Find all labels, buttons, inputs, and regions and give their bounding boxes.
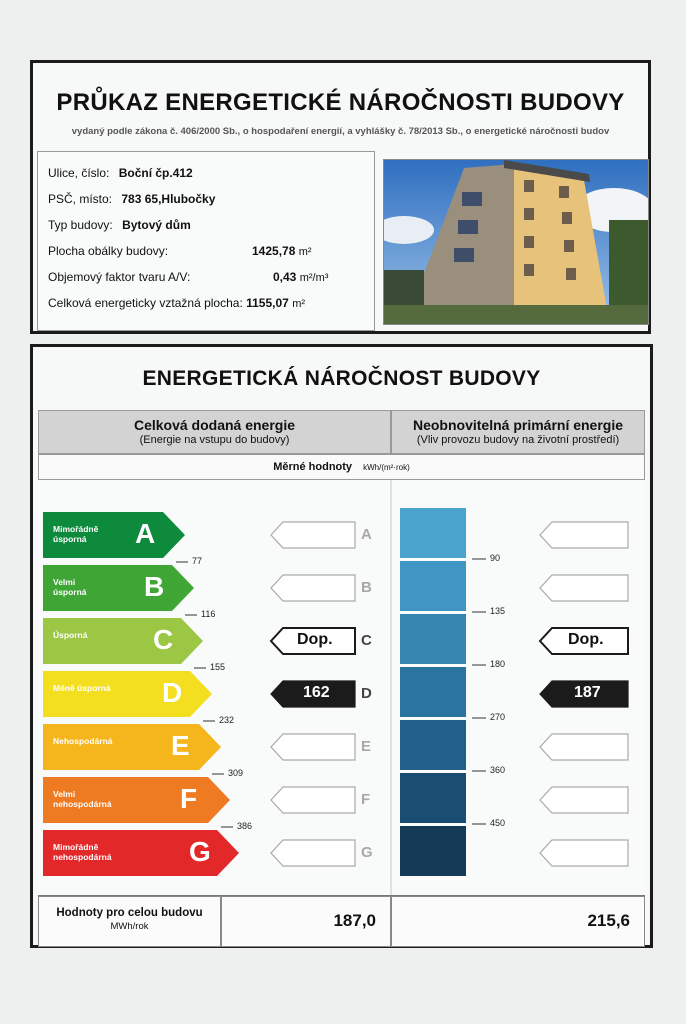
class-label-c: Úsporná (53, 630, 88, 640)
threshold-right-360: 360 (490, 765, 506, 775)
class-label-f: Velmi nehospodárná (53, 789, 112, 809)
totals-label-cell (38, 896, 221, 947)
certificate-header (30, 60, 651, 334)
left-marker-letter-g: G (361, 844, 373, 861)
threshold-left-309: 309 (228, 768, 244, 778)
right-column-header (391, 410, 645, 454)
street-row (48, 166, 193, 180)
building-info (37, 151, 375, 331)
class-letter-f: F (180, 783, 198, 814)
totals-right-value: 215,6 (587, 911, 630, 930)
shape-number: 0,43 (273, 270, 297, 284)
threshold-left-116: 116 (201, 609, 216, 619)
certificate-subtitle: vydaný podle zákona č. 406/2000 Sb., o hospodaření energií, a vyhlášky č. 78/2013 Sb., o energetické náročnosti budov (71, 126, 610, 137)
left-dop-label: Dop. (297, 631, 333, 648)
envelope-value (252, 244, 312, 258)
totals-unit: MWh/rok (110, 921, 149, 932)
left-marker-letter-b: B (361, 579, 372, 596)
threshold-right-270: 270 (490, 712, 506, 722)
spec-unit: kWh/(m²·rok) (363, 463, 410, 472)
street-value: Boční čp.412 (118, 166, 193, 180)
class-letter-b: B (144, 571, 165, 602)
class-label-g: Mimořádně nehospodárná (53, 842, 112, 862)
zip-row (48, 192, 215, 206)
class-label-b: Velmi úsporná (53, 577, 87, 597)
totals-right-cell (391, 896, 645, 947)
right-head: Neobnovitelná primární energie (412, 417, 624, 433)
area-value: 1155,07 (246, 296, 289, 310)
threshold-right-90: 90 (490, 553, 501, 563)
area-row (48, 296, 305, 310)
class-letter-d: D (162, 677, 183, 708)
totals-row (38, 895, 645, 947)
building-photo (383, 159, 649, 325)
class-letter-e: E (171, 730, 190, 761)
right-sub: (Vliv provozu budovy na životní prostředí) (416, 434, 620, 446)
threshold-left-232: 232 (219, 715, 235, 725)
left-column-header (38, 410, 391, 454)
threshold-right-135: 135 (490, 606, 506, 616)
certificate-title: PRŮKAZ ENERGETICKÉ NÁROČNOSTI BUDOVY (56, 89, 625, 116)
specific-values-row (38, 454, 645, 480)
class-label-d: Méně úsporná (53, 683, 111, 693)
totals-left-cell (221, 896, 391, 947)
shape-label: Objemový faktor tvaru A/V: (48, 270, 191, 284)
right-value-187: 187 (574, 684, 601, 701)
threshold-left-155: 155 (210, 662, 226, 672)
shape-value (273, 270, 328, 284)
shape-unit: m²/m³ (299, 272, 329, 284)
area-unit: m² (292, 298, 306, 310)
type-value: Bytový dům (122, 218, 191, 232)
type-row (48, 218, 191, 232)
envelope-unit: m² (298, 246, 312, 258)
left-marker-letter-c: C (361, 632, 372, 649)
envelope-number: 1425,78 (252, 244, 296, 258)
class-letter-g: G (189, 836, 211, 867)
left-marker-letter-d: D (361, 685, 372, 702)
envelope-label: Plocha obálky budovy: (48, 244, 169, 258)
zip-label: PSČ, místo: (48, 192, 113, 206)
zip-value: 783 65,Hlubočky (121, 192, 216, 206)
class-label-a: Mimořádně úsporná (53, 524, 99, 544)
totals-label: Hodnoty pro celou budovu (56, 907, 203, 919)
threshold-right-450: 450 (490, 818, 506, 828)
left-head: Celková dodaná energie (133, 417, 296, 433)
left-value-162: 162 (303, 684, 330, 701)
class-letter-c: C (153, 624, 174, 655)
left-marker-letter-f: F (361, 791, 371, 808)
energy-performance-panel (30, 344, 653, 948)
section-title: ENERGETICKÁ NÁROČNOST BUDOVY (142, 367, 541, 390)
rating-scale (38, 480, 645, 895)
threshold-left-77: 77 (192, 556, 203, 566)
left-marker-letter-a: A (361, 526, 372, 543)
type-label: Typ budovy: (48, 218, 113, 232)
threshold-right-180: 180 (490, 659, 506, 669)
left-sub: (Energie na vstupu do budovy) (139, 434, 290, 446)
totals-left-value: 187,0 (333, 911, 376, 930)
threshold-left-386: 386 (237, 821, 253, 831)
area-label: Celková energeticky vztažná plocha: (48, 296, 243, 310)
right-dop-label: Dop. (568, 631, 604, 648)
street-label: Ulice, číslo: (48, 166, 110, 180)
left-marker-letter-e: E (361, 738, 372, 755)
class-letter-a: A (135, 518, 156, 549)
spec-label: Měrné hodnoty (273, 461, 353, 473)
class-label-e: Nehospodárná (53, 736, 113, 746)
